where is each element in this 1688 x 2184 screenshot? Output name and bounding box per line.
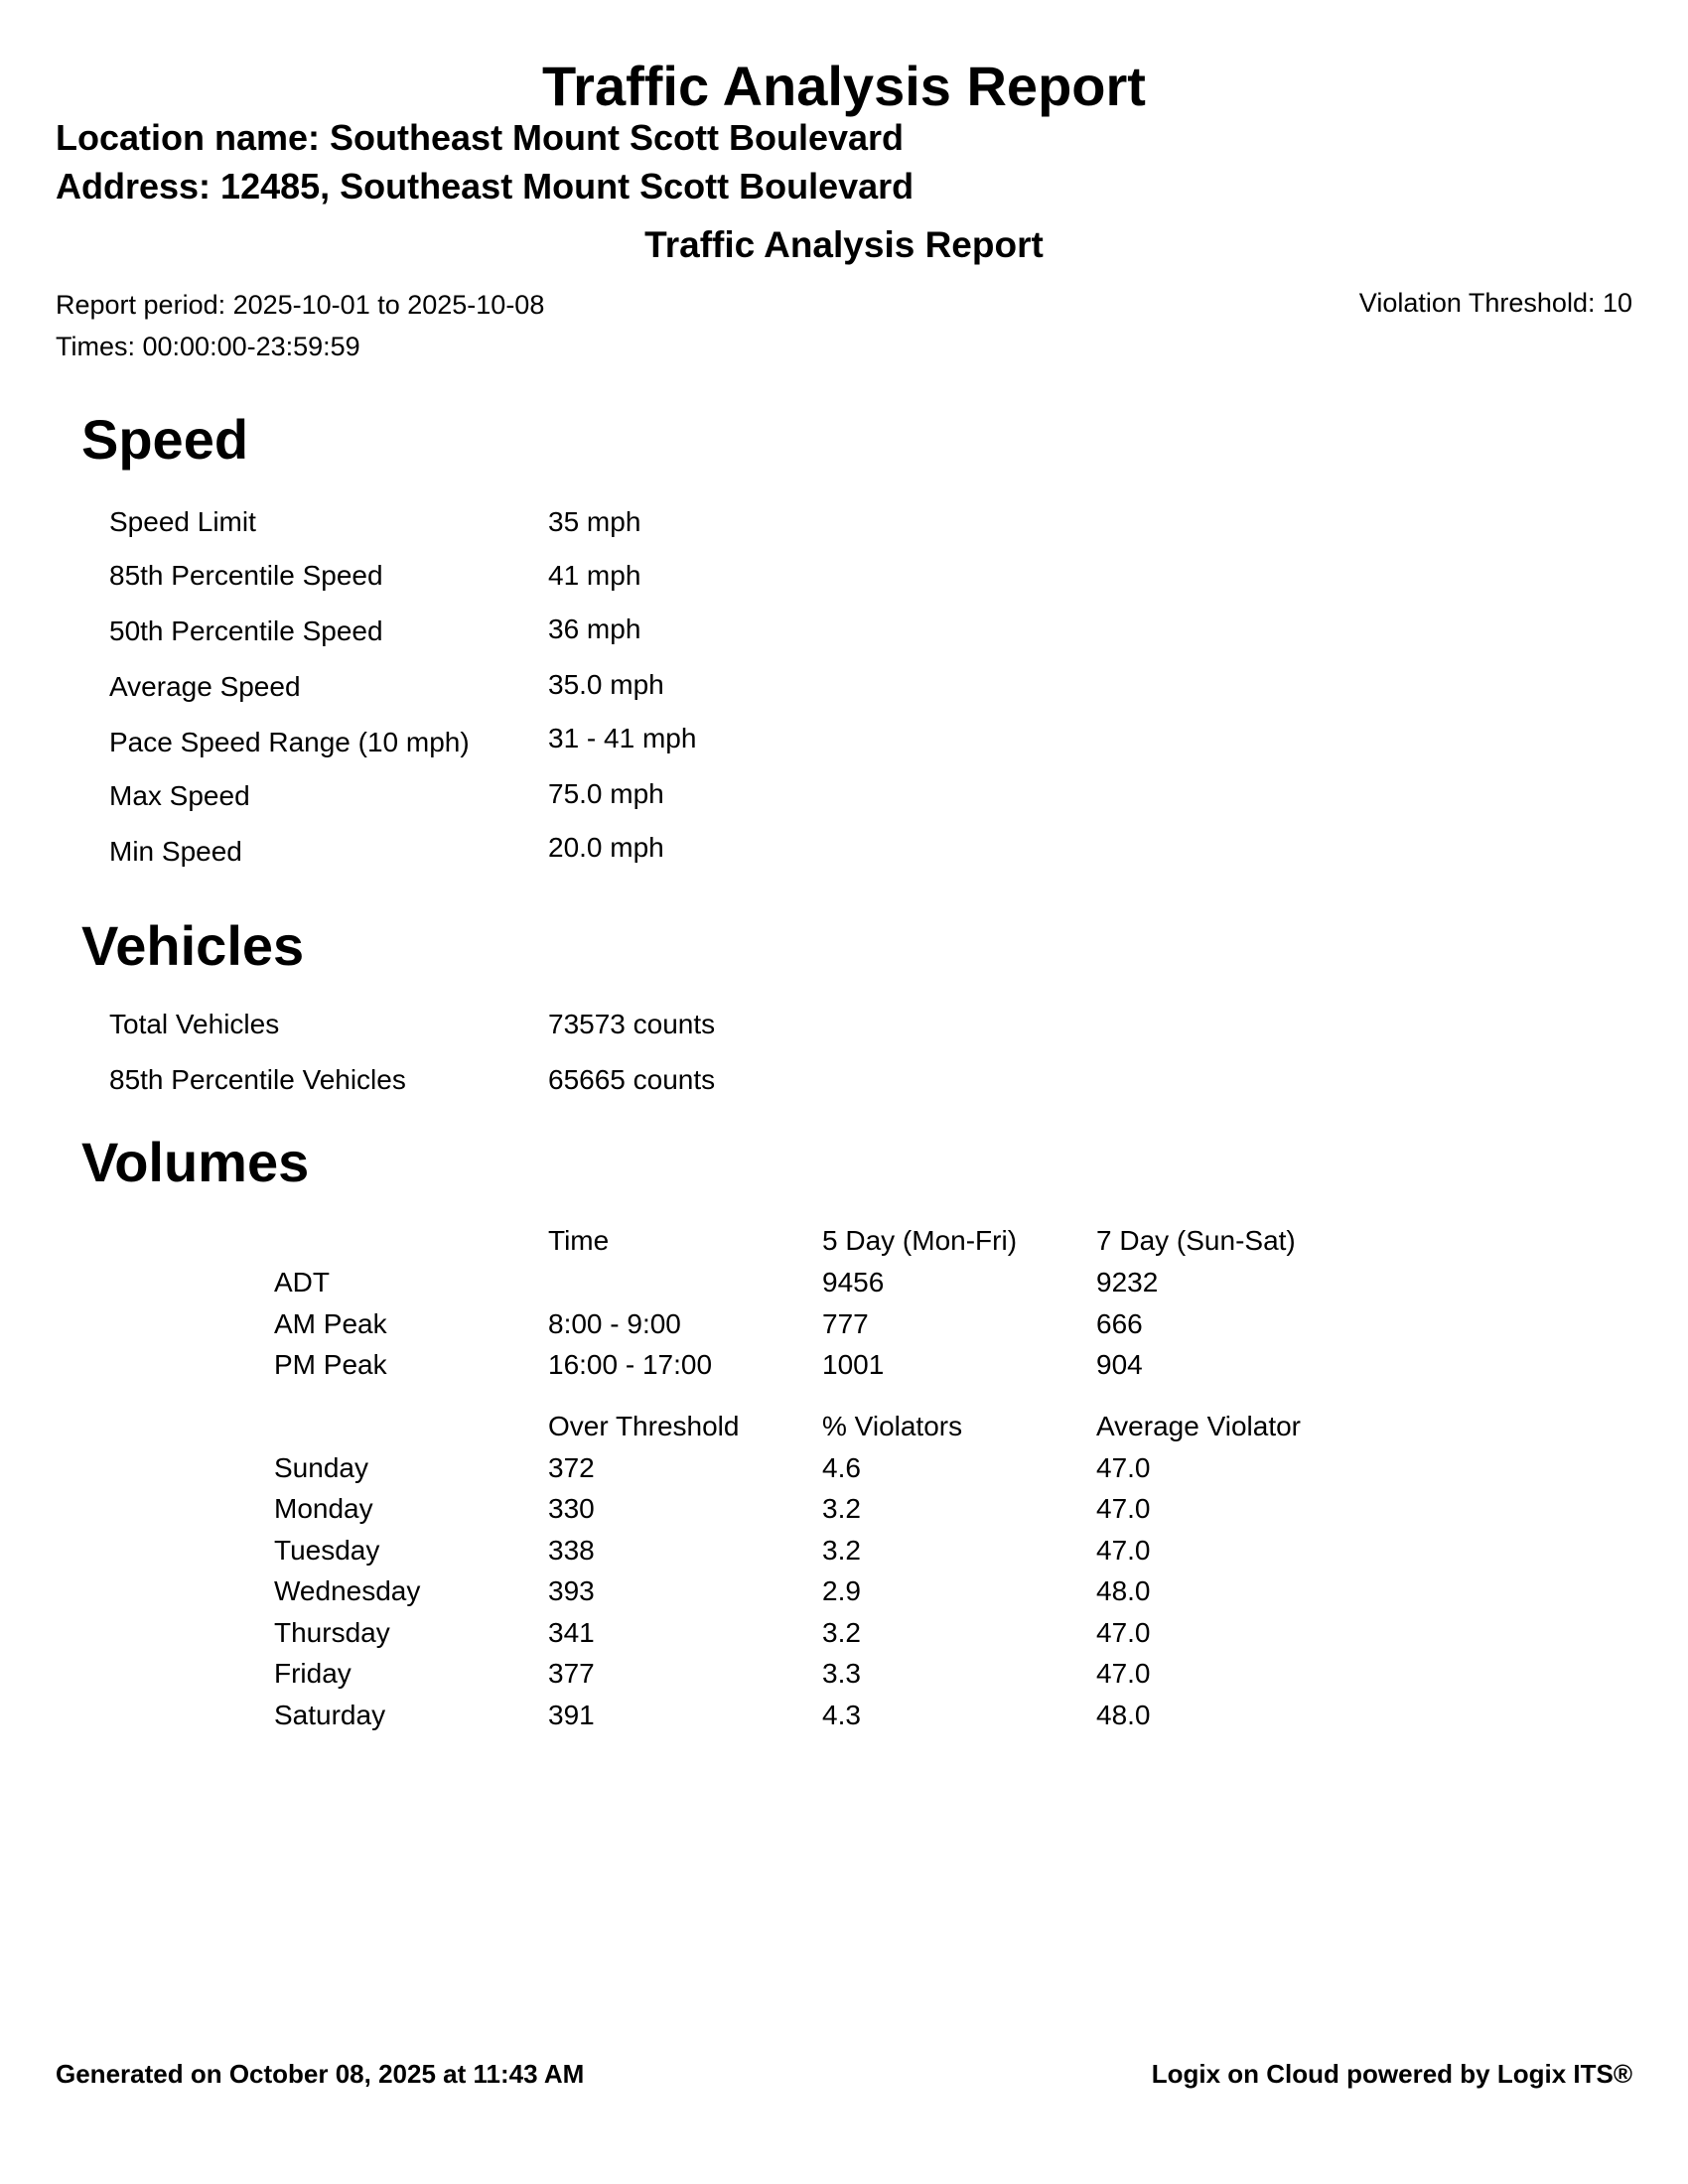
generated-timestamp: Generated on October 08, 2025 at 11:43 AM: [56, 2059, 585, 2089]
address: Address: 12485, Southeast Mount Scott Boulevard: [56, 166, 914, 206]
speed-value: 31 - 41 mph: [548, 723, 697, 753]
table-cell: AM Peak: [274, 1308, 387, 1339]
table-cell: 3.2: [822, 1617, 861, 1648]
table-cell: Saturday: [274, 1700, 386, 1730]
table-cell: 4.3: [822, 1700, 861, 1730]
speed-value: 20.0 mph: [548, 832, 664, 863]
speed-label: Pace Speed Range (10 mph): [109, 727, 470, 757]
speed-value: 35.0 mph: [548, 669, 664, 700]
volumes-heading: Volumes: [81, 1131, 310, 1193]
column-header: 7 Day (Sun-Sat): [1096, 1225, 1296, 1256]
column-header: % Violators: [822, 1411, 963, 1441]
table-cell: ADT: [274, 1267, 330, 1297]
brand-credit: Logix on Cloud powered by Logix ITS®: [1151, 2059, 1632, 2089]
table-cell: 16:00 - 17:00: [548, 1349, 713, 1380]
table-cell: 3.2: [822, 1535, 861, 1566]
table-cell: Sunday: [274, 1452, 368, 1483]
table-cell: 47.0: [1096, 1493, 1151, 1524]
table-cell: 8:00 - 9:00: [548, 1308, 681, 1339]
report-subtitle: Traffic Analysis Report: [644, 224, 1044, 265]
column-header: Average Violator: [1096, 1411, 1301, 1441]
speed-value: 36 mph: [548, 614, 641, 644]
table-cell: PM Peak: [274, 1349, 387, 1380]
location-name: Location name: Southeast Mount Scott Boulevard: [56, 117, 905, 158]
table-cell: 48.0: [1096, 1575, 1151, 1606]
table-cell: 338: [548, 1535, 595, 1566]
table-cell: Monday: [274, 1493, 373, 1524]
report-times: Times: 00:00:00-23:59:59: [56, 332, 360, 361]
table-cell: 341: [548, 1617, 595, 1648]
vehicles-value: 73573 counts: [548, 1009, 716, 1039]
table-cell: Thursday: [274, 1617, 390, 1648]
violation-threshold: Violation Threshold: 10: [1358, 288, 1632, 318]
table-cell: 904: [1096, 1349, 1143, 1380]
table-cell: 3.2: [822, 1493, 861, 1524]
vehicles-label: 85th Percentile Vehicles: [109, 1064, 406, 1095]
table-cell: 2.9: [822, 1575, 861, 1606]
vehicles-heading: Vehicles: [81, 914, 305, 977]
table-cell: Tuesday: [274, 1535, 380, 1566]
table-cell: 47.0: [1096, 1658, 1151, 1689]
table-cell: 377: [548, 1658, 595, 1689]
speed-heading: Speed: [81, 408, 249, 471]
table-cell: 391: [548, 1700, 595, 1730]
table-cell: 9456: [822, 1267, 885, 1297]
table-cell: 393: [548, 1575, 595, 1606]
table-cell: 777: [822, 1308, 869, 1339]
table-cell: 330: [548, 1493, 595, 1524]
speed-label: 85th Percentile Speed: [109, 560, 383, 591]
speed-label: Min Speed: [109, 836, 242, 867]
table-cell: 666: [1096, 1308, 1143, 1339]
table-cell: 3.3: [822, 1658, 861, 1689]
vehicles-value: 65665 counts: [548, 1064, 716, 1095]
table-cell: Wednesday: [274, 1575, 421, 1606]
vehicles-label: Total Vehicles: [109, 1009, 280, 1039]
table-cell: Friday: [274, 1658, 352, 1689]
speed-label: 50th Percentile Speed: [109, 615, 383, 646]
column-header: Over Threshold: [548, 1411, 740, 1441]
table-cell: 47.0: [1096, 1535, 1151, 1566]
speed-value: 35 mph: [548, 506, 641, 537]
table-cell: 9232: [1096, 1267, 1159, 1297]
report-period: Report period: 2025-10-01 to 2025-10-08: [56, 290, 545, 320]
table-cell: 1001: [822, 1349, 885, 1380]
speed-label: Speed Limit: [109, 506, 256, 537]
column-header: Time: [548, 1225, 610, 1256]
table-cell: 372: [548, 1452, 595, 1483]
speed-label: Max Speed: [109, 780, 250, 811]
report-title: Traffic Analysis Report: [542, 55, 1146, 117]
speed-value: 41 mph: [548, 560, 641, 591]
speed-value: 75.0 mph: [548, 778, 664, 809]
table-cell: 47.0: [1096, 1617, 1151, 1648]
table-cell: 4.6: [822, 1452, 861, 1483]
column-header: 5 Day (Mon-Fri): [822, 1225, 1018, 1256]
table-cell: 48.0: [1096, 1700, 1151, 1730]
speed-label: Average Speed: [109, 671, 301, 702]
table-cell: 47.0: [1096, 1452, 1151, 1483]
